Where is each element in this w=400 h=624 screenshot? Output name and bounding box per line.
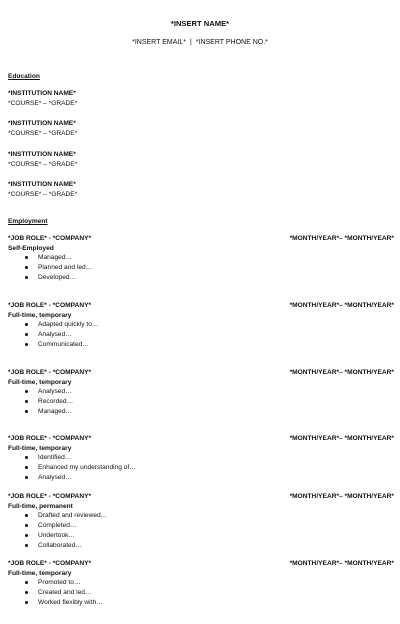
job-header — [8, 234, 394, 244]
bullet-item: Adapted quickly to… — [8, 320, 394, 330]
bullet-dot-icon — [25, 343, 28, 346]
job-dates: *MONTH/YEAR*– *MONTH/YEAR* — [289, 493, 394, 500]
bullet-item: Identified… — [8, 453, 394, 463]
bullet-dot-icon — [25, 476, 28, 479]
phone-placeholder: *INSERT PHONE NO.* — [195, 39, 268, 46]
bullet-item: Managed… — [8, 253, 394, 263]
bullet-list — [8, 387, 394, 417]
job-entry — [8, 368, 394, 417]
bullet-item: Analysed… — [8, 473, 394, 483]
job-entry — [8, 559, 394, 608]
bullet-item: Collaborated… — [8, 541, 394, 551]
bullet-list — [8, 320, 394, 350]
contact-line — [0, 38, 400, 48]
bullet-dot-icon — [25, 410, 28, 413]
bullet-item: Created and led… — [8, 588, 394, 598]
job-header — [8, 492, 394, 502]
job-role: *JOB ROLE* - *COMPANY* — [8, 435, 92, 442]
bullet-item: Communicated… — [8, 340, 394, 350]
job-entry — [8, 234, 394, 283]
employment-type: Full-time, temporary — [8, 378, 72, 386]
job-role: *JOB ROLE* - *COMPANY* — [8, 302, 92, 309]
bullet-item: Analysed… — [8, 330, 394, 340]
job-dates: *MONTH/YEAR*– *MONTH/YEAR* — [289, 369, 394, 376]
bullet-dot-icon — [25, 591, 28, 594]
job-dates: *MONTH/YEAR*– *MONTH/YEAR* — [289, 560, 394, 567]
employment-type: Self-Employed — [8, 244, 54, 252]
bullet-dot-icon — [25, 514, 28, 517]
bullet-item: Worked flexibly with… — [8, 598, 394, 608]
bullet-dot-icon — [25, 534, 28, 537]
course-grade: *COURSE* – *GRADE* — [8, 190, 78, 198]
job-role: *JOB ROLE* - *COMPANY* — [8, 493, 92, 500]
bullet-dot-icon — [25, 601, 28, 604]
employment-type: Full-time, temporary — [8, 444, 72, 452]
bullet-item: Managed… — [8, 407, 394, 417]
bullet-item: Enhanced my understanding of… — [8, 463, 394, 473]
bullet-dot-icon — [25, 323, 28, 326]
bullet-dot-icon — [25, 390, 28, 393]
job-header — [8, 301, 394, 311]
bullet-item: Analysed… — [8, 387, 394, 397]
employment-heading: Employment — [8, 218, 48, 225]
employment-type: Full-time, temporary — [8, 569, 72, 577]
education-entry — [8, 150, 77, 169]
employment-type: Full-time, temporary — [8, 311, 72, 319]
bullet-dot-icon — [25, 524, 28, 527]
institution-name: *INSTITUTION NAME* — [8, 181, 76, 188]
job-header — [8, 434, 394, 444]
job-entry — [8, 492, 394, 551]
institution-name: *INSTITUTION NAME* — [8, 120, 76, 127]
institution-name: *INSTITUTION NAME* — [8, 90, 76, 97]
bullet-item: Planned and led… — [8, 263, 394, 273]
job-header — [8, 559, 394, 569]
bullet-dot-icon — [25, 276, 28, 279]
bullet-dot-icon — [25, 466, 28, 469]
bullet-dot-icon — [25, 544, 28, 547]
institution-name: *INSTITUTION NAME* — [8, 151, 76, 158]
bullet-dot-icon — [25, 456, 28, 459]
education-entry — [8, 180, 77, 199]
bullet-item: Undertook… — [8, 531, 394, 541]
candidate-name: *INSERT NAME* — [170, 19, 230, 28]
bullet-dot-icon — [25, 400, 28, 403]
bullet-dot-icon — [25, 333, 28, 336]
bullet-list — [8, 578, 394, 608]
bullet-item: Developed… — [8, 273, 394, 283]
course-grade: *COURSE* – *GRADE* — [8, 99, 78, 107]
job-dates: *MONTH/YEAR*– *MONTH/YEAR* — [289, 435, 394, 442]
bullet-item: Completed… — [8, 521, 394, 531]
email-placeholder: *INSERT EMAIL* — [132, 39, 186, 46]
job-role: *JOB ROLE* - *COMPANY* — [8, 235, 92, 242]
job-header — [8, 368, 394, 378]
bullet-dot-icon — [25, 266, 28, 269]
job-entry — [8, 301, 394, 350]
bullet-item: Promoted to… — [8, 578, 394, 588]
education-entry — [8, 89, 77, 108]
course-grade: *COURSE* – *GRADE* — [8, 129, 78, 137]
job-dates: *MONTH/YEAR*– *MONTH/YEAR* — [289, 302, 394, 309]
employment-type: Full-time, permanent — [8, 502, 73, 510]
course-grade: *COURSE* – *GRADE* — [8, 160, 78, 168]
job-dates: *MONTH/YEAR*– *MONTH/YEAR* — [289, 235, 394, 242]
bullet-item: Recorded… — [8, 397, 394, 407]
bullet-list — [8, 453, 394, 483]
bullet-list — [8, 511, 394, 551]
education-heading: Education — [8, 73, 40, 80]
job-role: *JOB ROLE* - *COMPANY* — [8, 560, 92, 567]
education-entry — [8, 119, 77, 138]
bullet-item: Drafted and reviewed… — [8, 511, 394, 521]
contact-separator: | — [189, 39, 192, 46]
job-role: *JOB ROLE* - *COMPANY* — [8, 369, 92, 376]
job-entry — [8, 434, 394, 483]
bullet-dot-icon — [25, 581, 28, 584]
bullet-dot-icon — [25, 256, 28, 259]
bullet-list — [8, 253, 394, 283]
